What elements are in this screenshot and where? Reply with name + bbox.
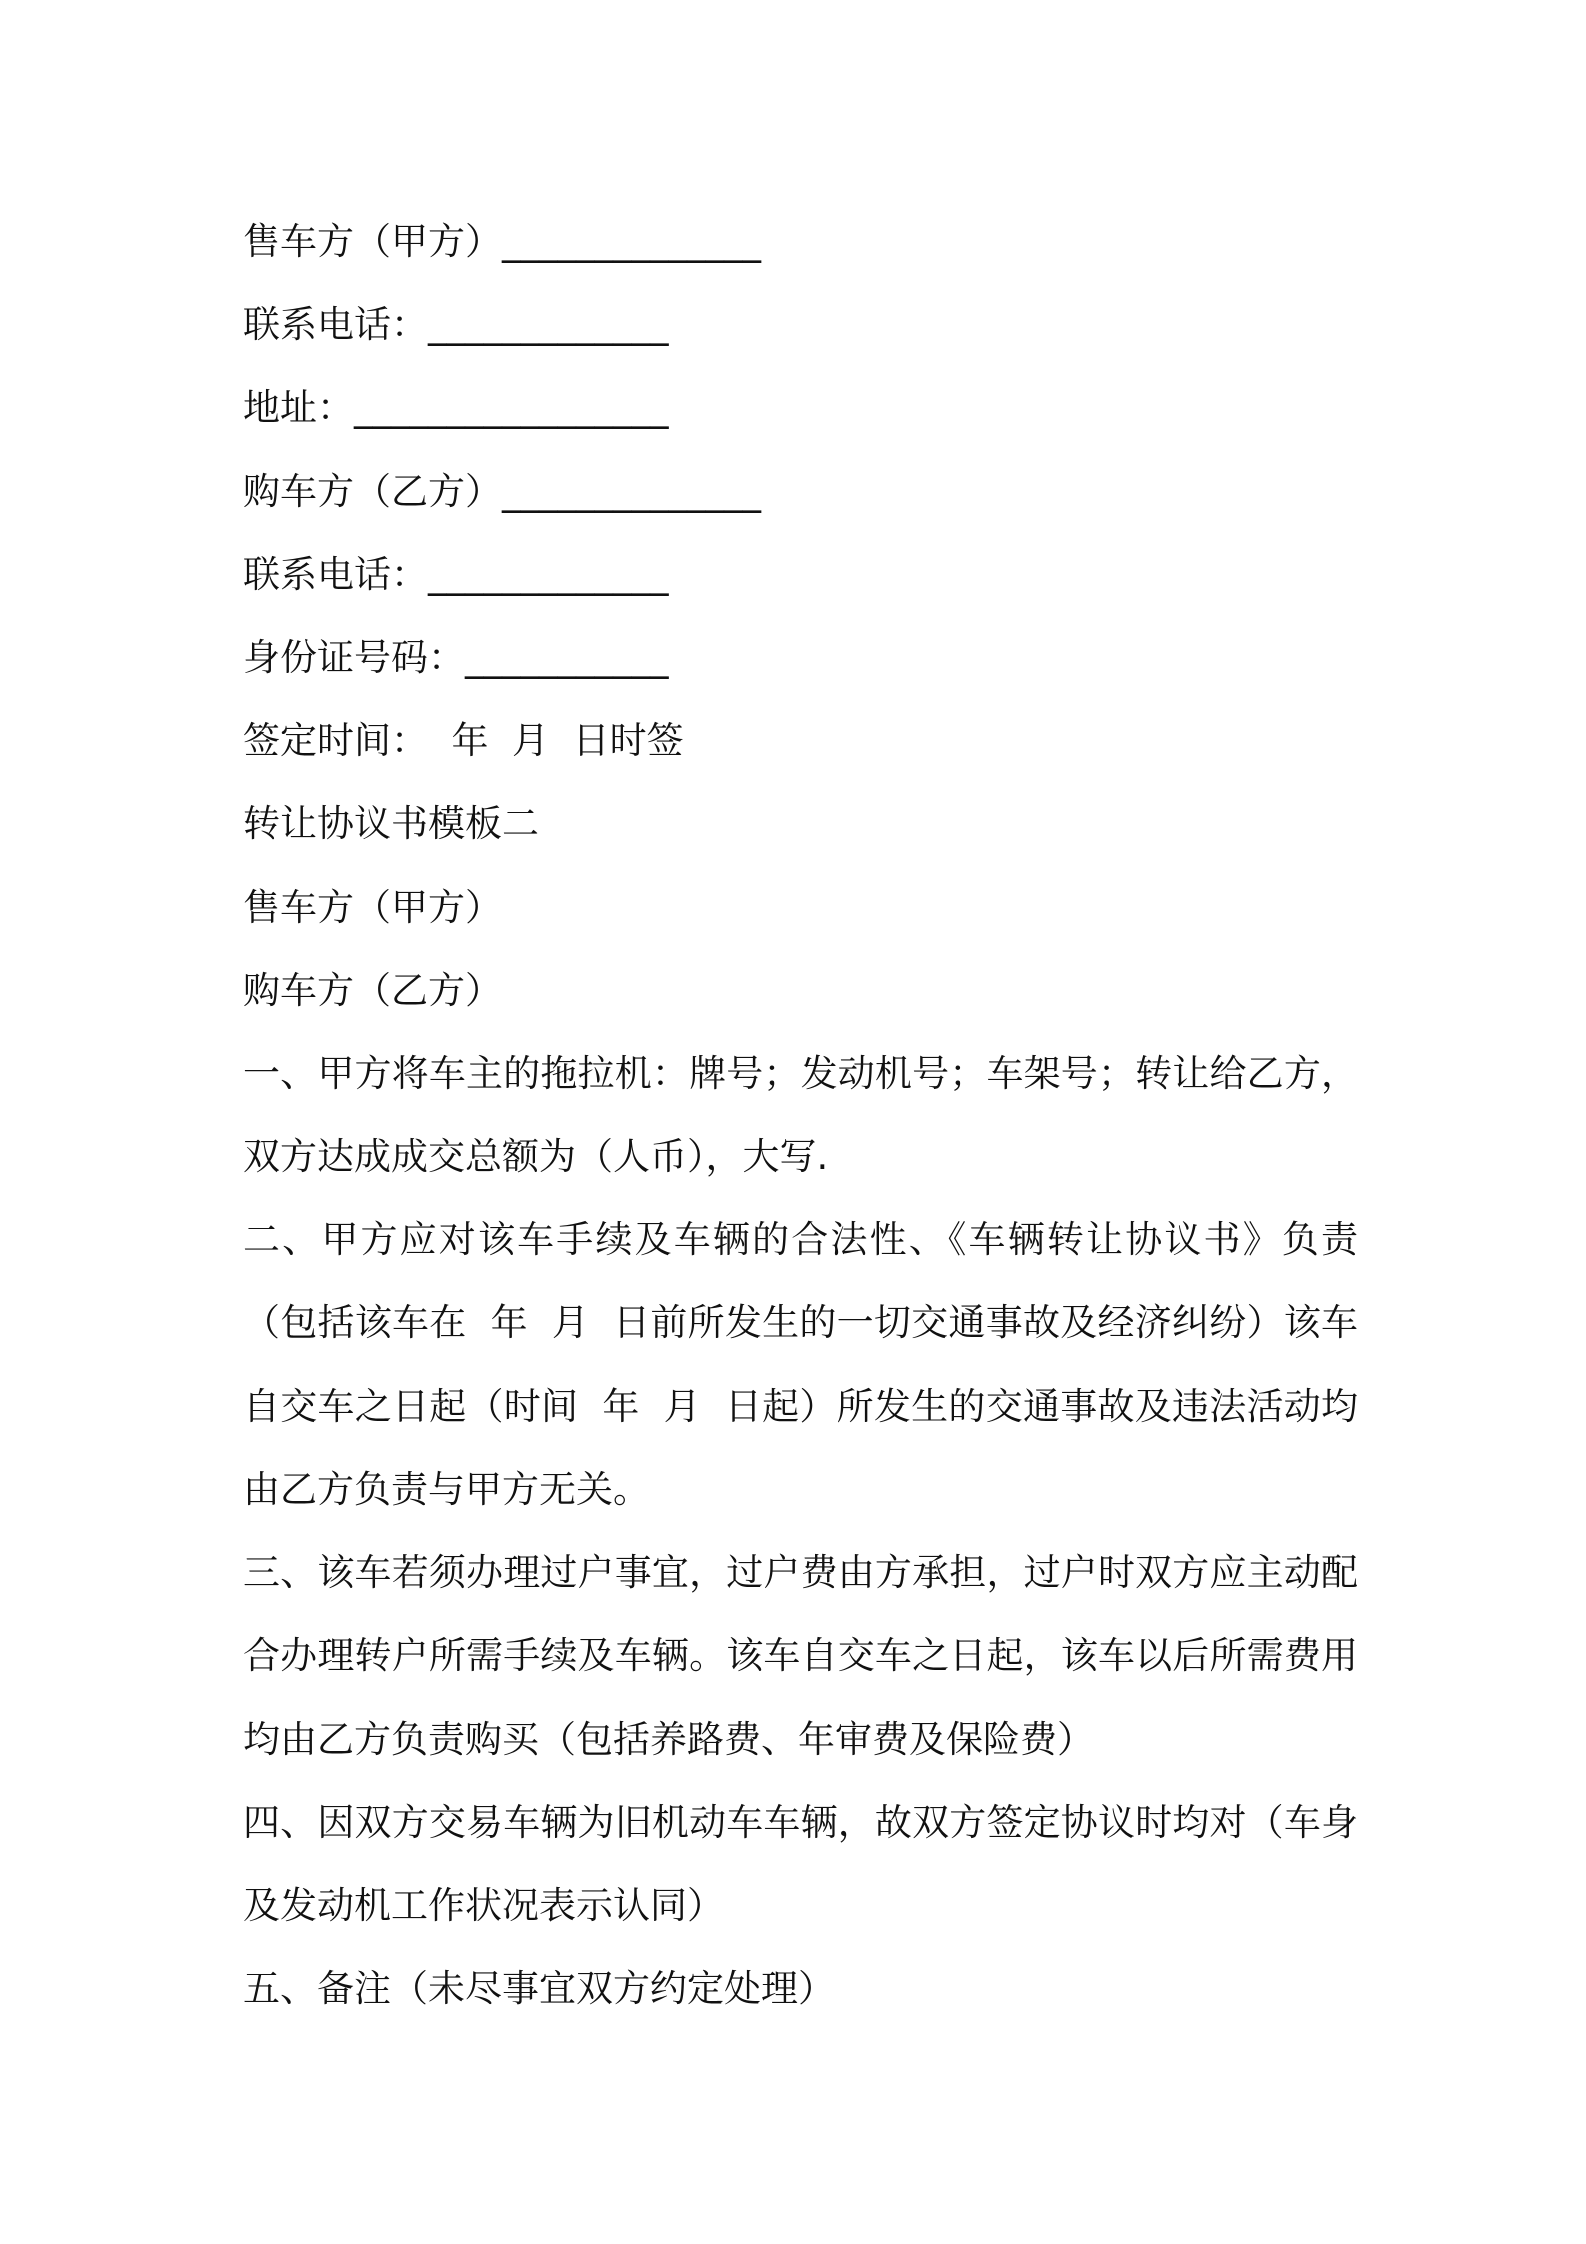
- clause-3: 三、该车若须办理过户事宜，过户费由方承担，过户时双方应主动配合办理转户所需手续及车辆。该车自交车之日起，该车以后所需费用均由乙方负责购买（包括养路费、年审费及保险费）: [243, 1551, 1358, 1761]
- buyer-party: 购车方（乙方）: [243, 968, 502, 1012]
- clause-2: 二、甲方应对该车手续及车辆的合法性、《车辆转让协议书》负责（包括该车在 年 月 日前所发生的一切交通事故及经济纠纷）该车自交车之日起（时间 年 月 日起）所发生的交通事故及违法活动均由乙方负责与甲方无关。: [243, 1218, 1358, 1511]
- clause-4: 四、因双方交易车辆为旧机动车车辆，故双方签定协议时均对（车身及发动机工作状况表示认同）: [243, 1800, 1358, 1927]
- seller-address: 地址：_________________: [243, 386, 669, 430]
- clause-5: 五、备注（未尽事宜双方约定处理）: [243, 1967, 835, 2011]
- seller-party: 售车方（甲方）: [243, 885, 502, 929]
- clause-1: 一、甲方将车主的拖拉机：牌号；发动机号；车架号；转让给乙方，双方达成成交总额为（人币），大写.: [243, 1051, 1358, 1179]
- buyer-id-number: 身份证号码：___________: [243, 635, 669, 679]
- sign-time: 签定时间： 年 月 日时签: [243, 719, 684, 763]
- document-body: [243, 200, 1358, 2030]
- seller-label: 售车方（甲方）______________: [243, 220, 761, 263]
- seller-phone: 联系电话：_____________: [243, 303, 669, 347]
- buyer-label: 购车方（乙方）______________: [243, 469, 761, 513]
- buyer-phone: 联系电话：_____________: [243, 552, 669, 596]
- template-title: 转让协议书模板二: [243, 802, 539, 846]
